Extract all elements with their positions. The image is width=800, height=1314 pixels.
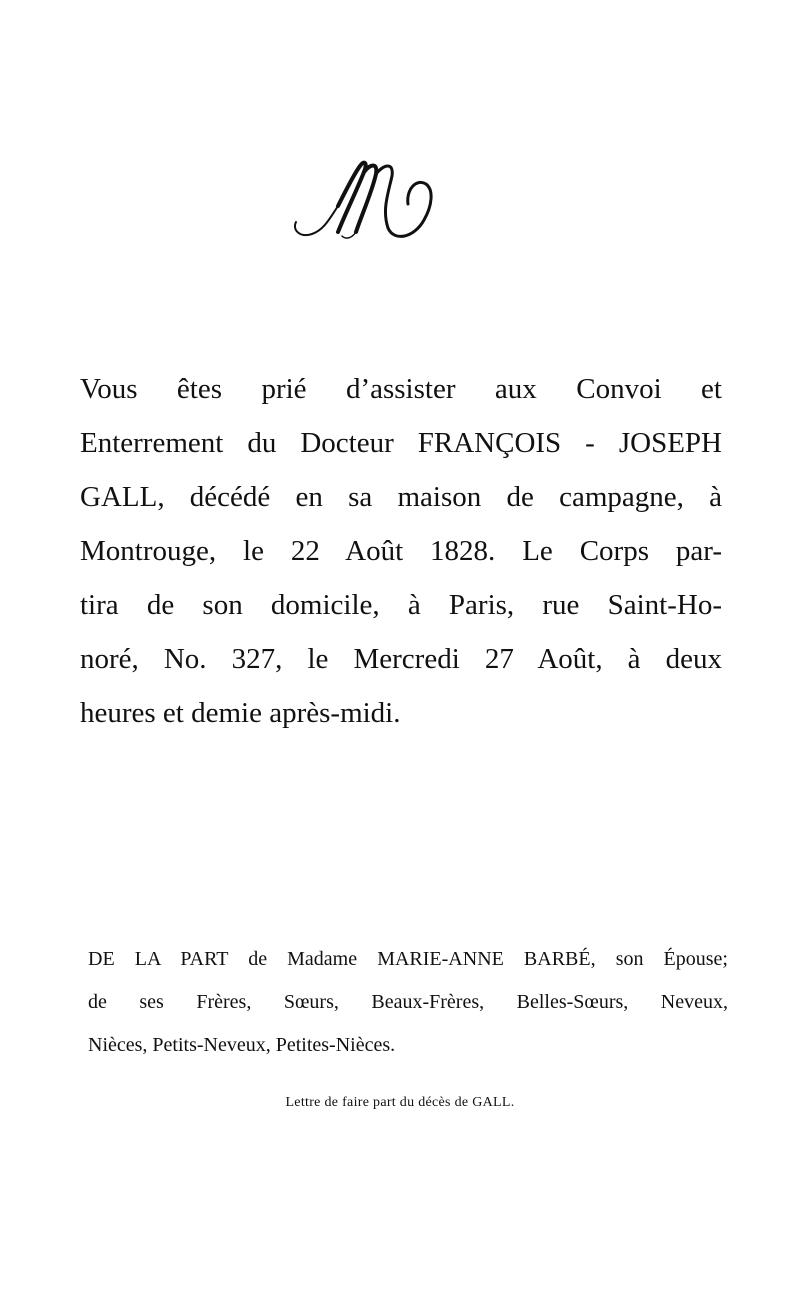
invitation-line: Vous êtes prié d’assister aux Convoi et [80,373,722,405]
attribution-line: Nièces, Petits-Neveux, Petites-Nièces. [88,1034,396,1056]
invitation-line: Enterrement du Docteur FRANÇOIS - JOSEPH [80,427,722,459]
invitation-line: Montrouge, le 22 Août 1828. Le Corps par- [80,535,722,567]
attribution-line: de ses Frères, Sœurs, Beaux-Frères, Belles-Sœurs, Neveux, [88,991,728,1013]
footer-caption: Lettre de faire part du décès de GALL. [285,1095,515,1110]
invitation-text [80,362,722,740]
invitation-line: heures et demie après-midi. [80,697,401,729]
attribution-line: DE LA PART de Madame MARIE-ANNE BARBÉ, son Épouse; [88,948,728,970]
invitation-line: GALL, décédé en sa maison de campagne, à [80,481,722,513]
invitation-line: noré, No. 327, le Mercredi 27 Août, à deux [80,643,722,675]
attribution-text [88,938,728,1067]
monogram-m-icon [290,150,450,250]
invitation-line: tira de son domicile, à Paris, rue Saint-Ho- [80,589,722,621]
